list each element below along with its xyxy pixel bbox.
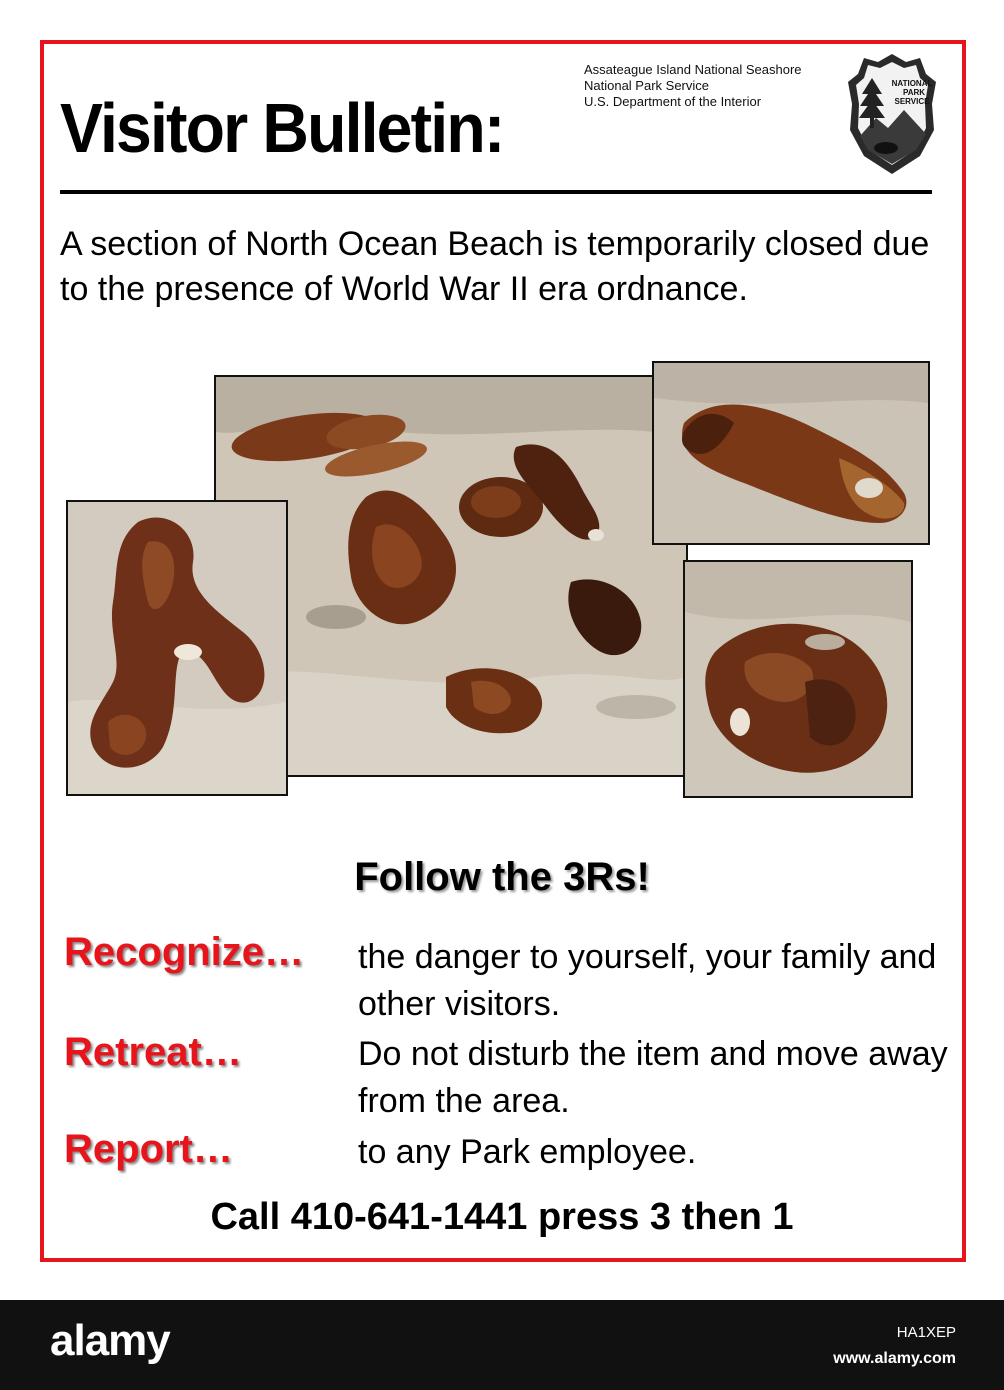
three-rs-heading: Follow the 3Rs!	[354, 855, 650, 899]
corroded-fragment-photo	[66, 500, 288, 796]
rule-term-recognize: Recognize…	[64, 930, 305, 974]
rule-term-report: Report…	[64, 1127, 233, 1171]
rule-desc-report: to any Park employee.	[358, 1133, 697, 1171]
rule-term-retreat: Retreat…	[64, 1030, 242, 1074]
closure-notice: A section of North Ocean Beach is temporarily closed due to the presence of World War II era ordnance.	[60, 225, 930, 308]
agency-line-doi: U.S. Department of the Interior	[584, 94, 762, 109]
page-title: Visitor Bulletin:	[60, 89, 504, 167]
agency-line-seashore: Assateague Island National Seashore	[584, 62, 802, 77]
title-divider	[60, 190, 932, 194]
agency-block	[584, 62, 802, 110]
rule-desc-recognize: the danger to yourself, your family and other visitors.	[358, 938, 937, 1023]
buried-ordnance-photo	[683, 560, 913, 798]
logo-text-park: PARK	[902, 88, 926, 97]
nps-arrowhead-icon	[846, 52, 938, 176]
watermark-url: www.alamy.com	[833, 1350, 956, 1367]
agency-line-nps: National Park Service	[584, 78, 709, 93]
rule-desc-retreat: Do not disturb the item and move away from the area.	[358, 1035, 948, 1120]
logo-text-national: NATIONAL	[891, 79, 933, 88]
rusted-shell-photo	[652, 361, 930, 545]
watermark-brand: alamy	[50, 1316, 170, 1365]
logo-text-service: SERVICE	[894, 97, 930, 106]
watermark-image-id: HA1XEP	[896, 1324, 956, 1341]
phone-call-instruction: Call 410-641-1441 press 3 then 1	[210, 1196, 794, 1238]
watermark-bar	[0, 1300, 1004, 1390]
